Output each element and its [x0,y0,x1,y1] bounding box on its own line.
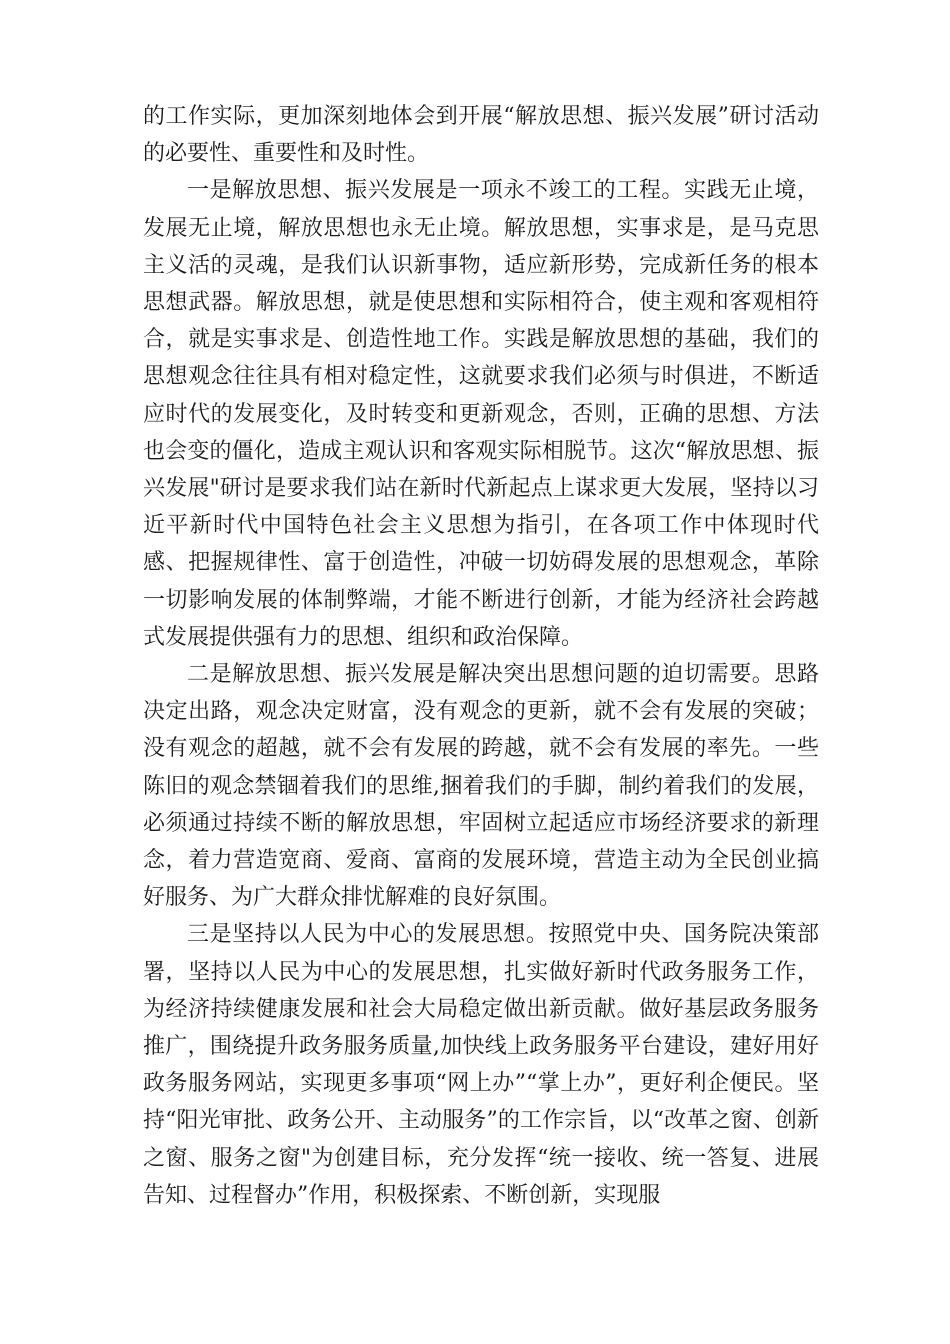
paragraph-point-three: 三是坚持以人民为中心的发展思想。按照党中央、国务院决策部署，坚持以人民为中心的发展思想，扎实做好新时代政务服务工作，为经济持续健康发展和社会大局稳定做出新贡献。做好基层政务服务推广，围绕提升政务服务质量,加快线上政务服务平台建设，建好用好政务服务网站，实现更多事项“网上办”“掌上办”，更好利企便民。坚持“阳光审批、政务公开、主动服务”的工作宗旨，以“改革之窗、创新之窗、服务之窗"为创建目标，充分发挥“统一接收、统一答复、进展告知、过程督办”作用，积极探索、不断创新，实现服 [143,922,819,1208]
paragraph-continuation: 的工作实际，更加深刻地体会到开展“解放思想、振兴发展”研讨活动的必要性、重要性和及时性。 [143,104,819,167]
paragraph-point-two: 二是解放思想、振兴发展是解决突出思想问题的迫切需要。思路决定出路，观念决定财富，没有观念的更新，就不会有发展的突破；没有观念的超越，就不会有发展的跨越，就不会有发展的率先。一些陈旧的观念禁锢着我们的思维,捆着我们的手脚，制约着我们的发展，必须通过持续不断的解放思想，牢固树立起适应市场经济要求的新理念，着力营造宽商、爱商、富商的发展环境，营造主动为全民创业搞好服务、为广大群众排忧解难的良好氛围。 [143,662,819,911]
document-body [143,98,819,1214]
paragraph-point-one: 一是解放思想、振兴发展是一项永不竣工的工程。实践无止境，发展无止境，解放思想也永无止境。解放思想，实事求是，是马克思主义活的灵魂，是我们认识新事物，适应新形势，完成新任务的根本思想武器。解放思想，就是使思想和实际相符合，使主观和客观相符合，就是实事求是、创造性地工作。实践是解放思想的基础，我们的思想观念往往具有相对稳定性，这就要求我们必须与时俱进，不断适应时代的发展变化，及时转变和更新观念，否则，正确的思想、方法也会变的僵化，造成主观认识和客观实际相脱节。这次“解放思想、振兴发展"研讨是要求我们站在新时代新起点上谋求更大发展，坚持以习近平新时代中国特色社会主义思想为指引，在各项工作中体现时代感、把握规律性、富于创造性，冲破一切妨碍发展的思想观念，革除一切影响发展的体制弊端，才能不断进行创新，才能为经济社会跨越式发展提供强有力的思想、组织和政治保障。 [143,178,819,650]
